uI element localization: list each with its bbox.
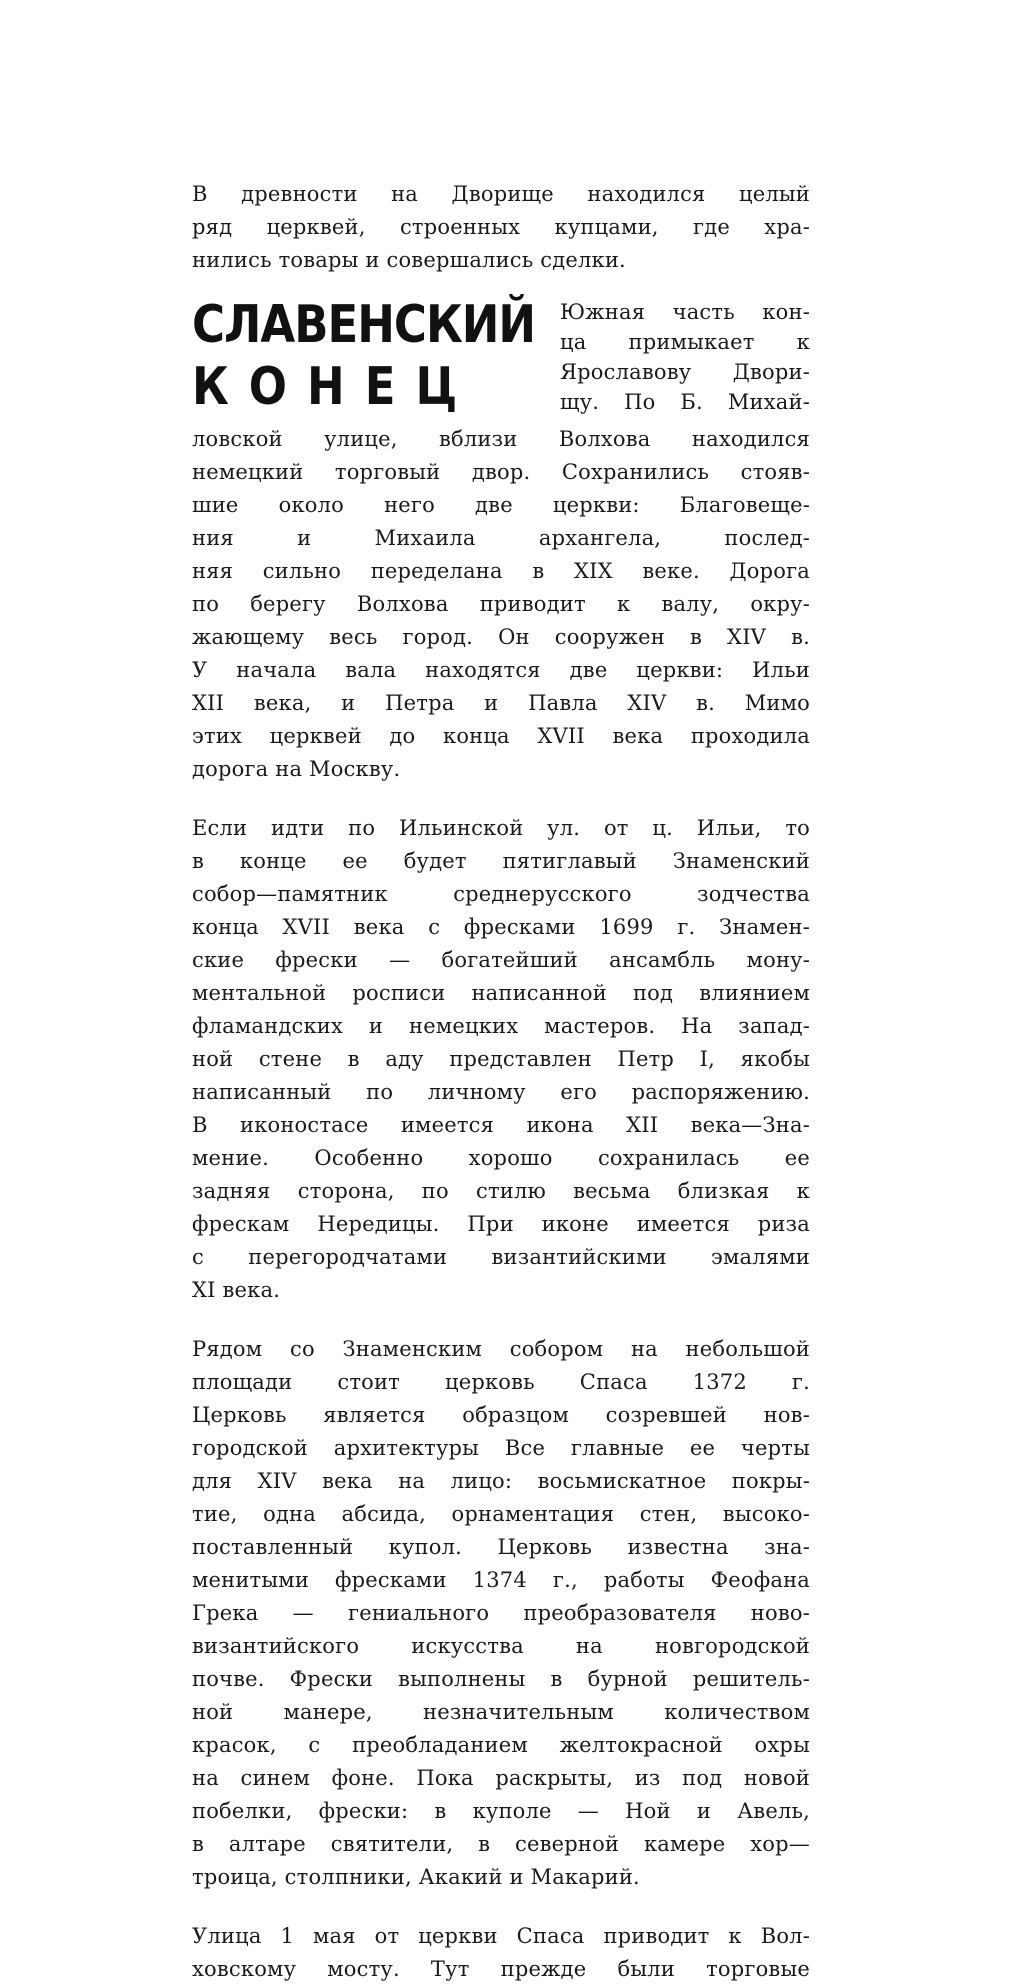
text-line: фламандских и немецких мастеров. На запад-	[192, 1014, 810, 1038]
text-line: в алтаре святители, в северной камере хор—	[192, 1832, 810, 1856]
paragraph-spas	[192, 1333, 810, 1894]
text-line: XI века.	[192, 1278, 281, 1302]
text-line: этих церквей до конца XVII века проходила	[192, 724, 810, 748]
heading-line-2: КОНЕЦ	[192, 355, 478, 417]
intro-paragraph	[192, 178, 810, 277]
text-line: нились товары и совершались сделки.	[192, 248, 626, 272]
text-line: задняя сторона, по стилю весьма близкая к	[192, 1179, 810, 1203]
text-line: няя сильно переделана в XIX веке. Дорога	[192, 559, 810, 583]
text-line: побелки, фрески: в куполе — Ной и Авель,	[192, 1799, 810, 1823]
text-line: В древности на Дворище находился целый	[192, 182, 810, 206]
paragraph-bridge	[192, 1920, 810, 1986]
text-line: на синем фоне. Пока раскрыты, из под новой	[192, 1766, 810, 1790]
text-line: ной манере, незначительным количеством	[192, 1700, 810, 1724]
text-line: в конце ее будет пятиглавый Знаменский	[192, 849, 810, 873]
paragraph-slavensky	[192, 423, 810, 786]
text-line: Ярославову Двори-	[560, 360, 810, 384]
heading-line-1: СЛАВЕНСКИЙ	[192, 293, 536, 355]
text-line: ния и Михаила архангела, послед-	[192, 526, 810, 550]
text-line: поставленный купол. Церковь известна зна-	[192, 1535, 810, 1559]
text-line: площади стоит церковь Спаса 1372 г.	[192, 1370, 810, 1394]
text-line: У начала вала находятся две церкви: Ильи	[192, 658, 810, 682]
text-line: ские фрески — богатейший ансамбль мону-	[192, 948, 810, 972]
text-line: жающему весь город. Он сооружен в XIV в.	[192, 625, 810, 649]
section-heading	[192, 289, 542, 417]
text-line: Если идти по Ильинской ул. от ц. Ильи, то	[192, 816, 810, 840]
text-line: шие около него две церкви: Благовеще-	[192, 493, 810, 517]
section-heading-block	[192, 289, 810, 423]
text-line: ца примыкает к	[560, 330, 810, 354]
text-line: византийского искусства на новгородской	[192, 1634, 810, 1658]
text-line: щу. По Б. Михай-	[560, 390, 810, 414]
text-line: фрескам Нередицы. При иконе имеется риза	[192, 1212, 810, 1236]
text-line: тие, одна абсида, орнаментация стен, высоко-	[192, 1502, 810, 1526]
text-line: Рядом со Знаменским собором на небольшой	[192, 1337, 810, 1361]
text-line: троица, столпники, Акакий и Макарий.	[192, 1865, 640, 1889]
text-line: Улица 1 мая от церкви Спаса приводит к Вол-	[192, 1924, 810, 1948]
text-line: ментальной росписи написанной под влиянием	[192, 981, 810, 1005]
text-line: ловской улице, вблизи Волхова находился	[192, 427, 810, 451]
text-line: немецкий торговый двор. Сохранились стояв-	[192, 460, 810, 484]
text-line: собор—памятник среднерусского зодчества	[192, 882, 810, 906]
text-line: написанный по личному его распоряжению.	[192, 1080, 810, 1104]
text-line: Церковь является образцом созревшей нов-	[192, 1403, 810, 1427]
text-line: красок, с преобладанием желтокрасной охры	[192, 1733, 810, 1757]
text-line: для XIV века на лицо: восьмискатное покры-	[192, 1469, 810, 1493]
text-line: с перегородчатами византийскими эмалями	[192, 1245, 810, 1269]
text-line: городской архитектуры Все главные ее черты	[192, 1436, 810, 1460]
text-line: ряд церквей, строенных купцами, где хра-	[192, 215, 810, 239]
text-line: XII века, и Петра и Павла XIV в. Мимо	[192, 691, 810, 715]
text-line: ной стене в аду представлен Петр I, якобы	[192, 1047, 810, 1071]
text-line: мение. Особенно хорошо сохранилась ее	[192, 1146, 810, 1170]
paragraph-znamensky	[192, 812, 810, 1307]
text-line: Грека — гениального преобразователя ново-	[192, 1601, 810, 1625]
text-line: менитыми фресками 1374 г., работы Феофана	[192, 1568, 810, 1592]
text-line: конца XVII века с фресками 1699 г. Знамен-	[192, 915, 810, 939]
text-line: В иконостасе имеется икона XII века—Зна-	[192, 1113, 810, 1137]
text-line: почве. Фрески выполнены в бурной решитель-	[192, 1667, 810, 1691]
page-text	[192, 178, 810, 1986]
text-line: по берегу Волхова приводит к валу, окру-	[192, 592, 810, 616]
heading-side-text	[560, 297, 810, 417]
text-line: ховскому мосту. Тут прежде были торговые	[192, 1957, 810, 1981]
text-line: Южная часть кон-	[560, 300, 810, 324]
text-line: дорога на Москву.	[192, 757, 401, 781]
